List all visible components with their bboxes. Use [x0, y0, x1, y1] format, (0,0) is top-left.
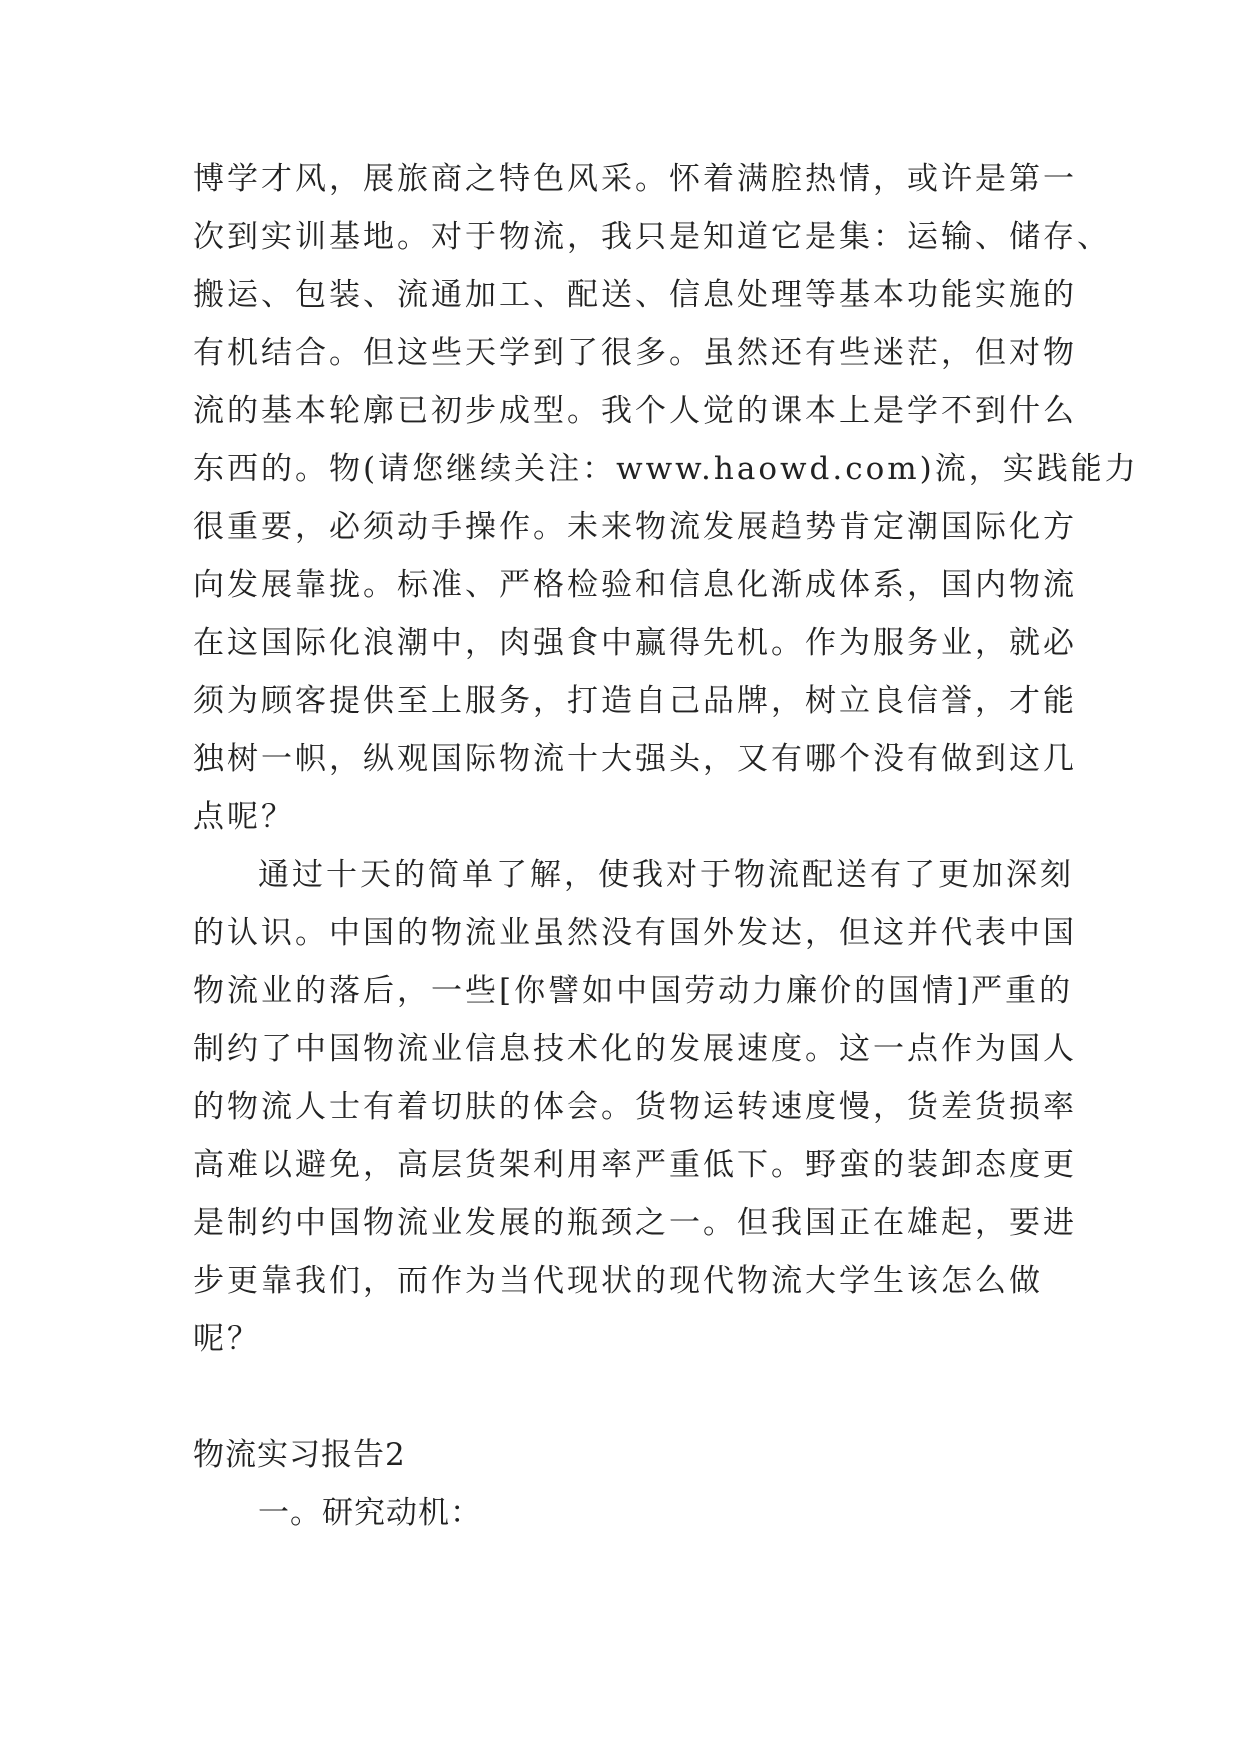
- text-line: 的物流人士有着切肤的体会。货物运转速度慢，货差货损率: [193, 1089, 1077, 1125]
- text-line: 点呢？: [193, 799, 295, 835]
- text-line: 须为顾客提供至上服务，打造自己品牌，树立良信誉，才能: [193, 683, 1077, 719]
- text-line: 东西的。物(请您继续关注：www.haowd.com)流，实践能力: [193, 451, 1139, 487]
- text-line: 通过十天的简单了解，使我对于物流配送有了更加深刻: [258, 857, 1074, 893]
- text-line: 博学才风，展旅商之特色风采。怀着满腔热情，或许是第一: [193, 161, 1077, 197]
- text-line: 独树一帜，纵观国际物流十大强头，又有哪个没有做到这几: [193, 741, 1077, 777]
- blank-line: [193, 1368, 1093, 1426]
- text-line: 步更靠我们，而作为当代现状的现代物流大学生该怎么做: [193, 1263, 1043, 1299]
- text-line: 高难以避免，高层货架利用率严重低下。野蛮的装卸态度更: [193, 1147, 1077, 1183]
- text-line: 制约了中国物流业信息技术化的发展速度。这一点作为国人: [193, 1031, 1077, 1067]
- text-line: 物流业的落后，一些[你譬如中国劳动力廉价的国情]严重的: [193, 973, 1074, 1009]
- text-line: 流的基本轮廓已初步成型。我个人觉的课本上是学不到什么: [193, 393, 1077, 429]
- text-line: 是制约中国物流业发展的瓶颈之一。但我国正在雄起，要进: [193, 1205, 1077, 1241]
- text-line: 向发展靠拢。标准、严格检验和信息化渐成体系，国内物流: [193, 567, 1077, 603]
- text-line: 在这国际化浪潮中，肉强食中赢得先机。作为服务业，就必: [193, 625, 1077, 661]
- text-line: 搬运、包装、流通加工、配送、信息处理等基本功能实施的: [193, 277, 1077, 313]
- text-line: 有机结合。但这些天学到了很多。虽然还有些迷茫，但对物: [193, 335, 1077, 371]
- section-title: 物流实习报告2: [193, 1437, 406, 1473]
- text-line: 呢？: [193, 1321, 261, 1357]
- subheading: 一。研究动机：: [258, 1495, 482, 1531]
- paragraph-2: [193, 846, 1093, 1368]
- document-body: [193, 150, 1139, 1542]
- text-line: 的认识。中国的物流业虽然没有国外发达，但这并代表中国: [193, 915, 1077, 951]
- text-line: 很重要，必须动手操作。未来物流发展趋势肯定潮国际化方: [193, 509, 1077, 545]
- text-line: 次到实训基地。对于物流，我只是知道它是集：运输、储存、: [193, 219, 1111, 255]
- paragraph-1: [193, 150, 1139, 846]
